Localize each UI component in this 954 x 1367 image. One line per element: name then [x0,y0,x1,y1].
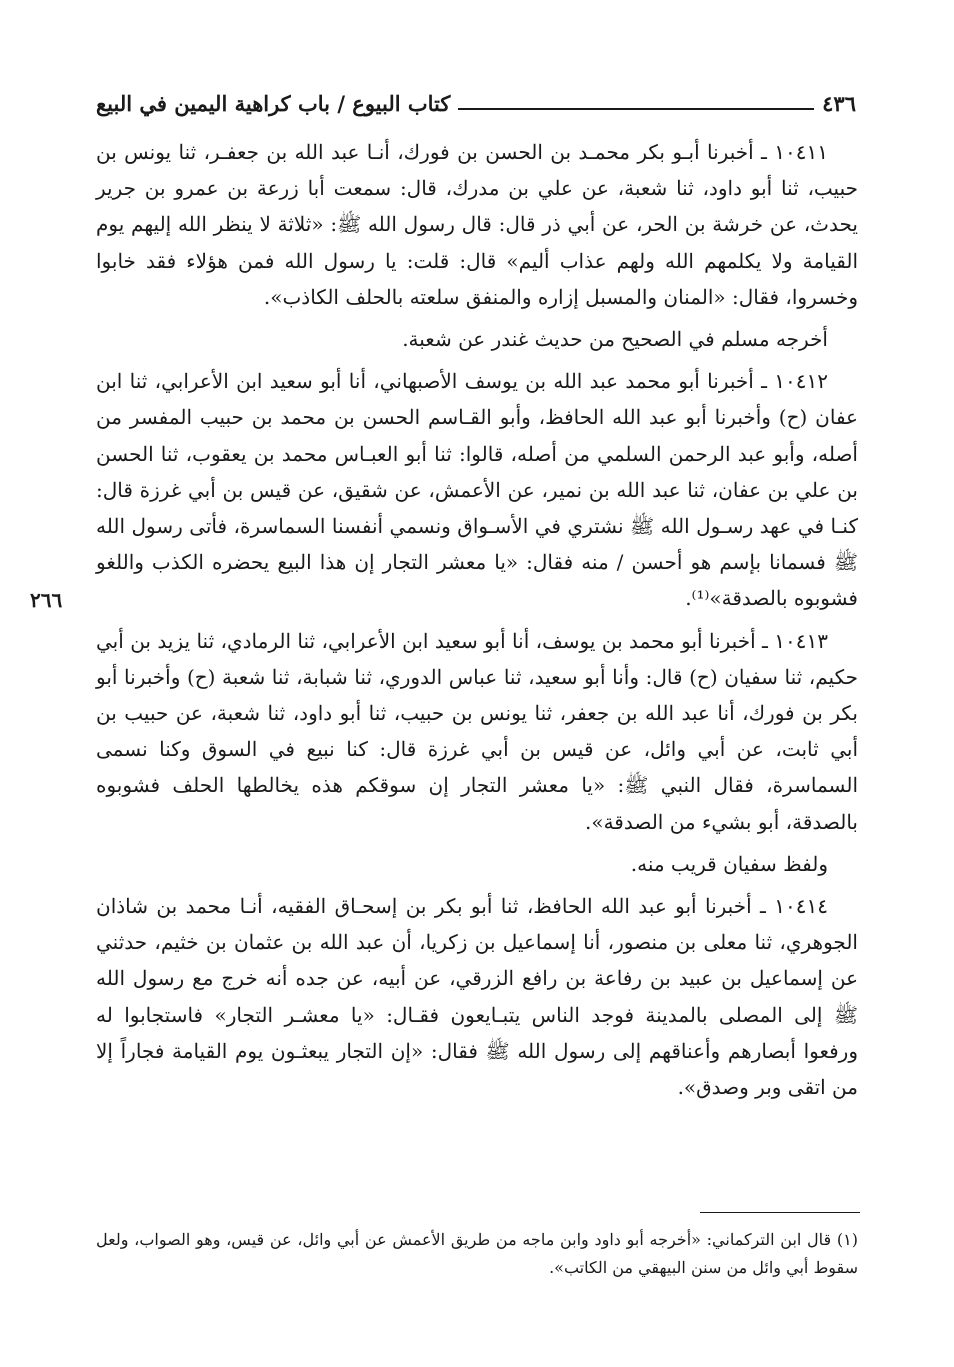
header-title: كتاب البيوع / باب كراهية اليمين في البيع [96,91,451,116]
header-rule [458,108,814,110]
footnote-divider [700,1212,860,1213]
hadith-10413: ١٠٤١٣ ـ أخبرنا أبو محمد بن يوسف، أنا أبو سعيد ابن الأعرابي، ثنا الرمادي، ثنا يزيد بن أبي حكيم، ثنا سفيان (ح) قال: وأنا أبو سعيد، ثنا عباس الدوري، ثنا شبابة، ثنا شعبة (ح) وأخبرنا أبو بكر بن فورك، أنا عبد الله بن جعفر، ثنا يونس بن حبيب، ثنا أبو داود، ثنا شعبة، عن حبيب بن أبي ثابت، عن أبي وائل، عن قيس بن أبي غرزة قال: كنا نبيع في السوق وكنا نسمى السماسرة، فقال النبي ﷺ: «يا معشر التجار إن سوقكم هذه يخالطها الحلف فشوبوه بالصدقة، أبو بشيء من الصدقة». [96,628,859,834]
running-header [96,76,856,116]
hadith-10412: ١٠٤١٢ ـ أخبرنا أبو محمد عبد الله بن يوسف الأصبهاني، أنا أبو سعيد ابن الأعرابي، ثنا ابن عفان (ح) وأخبرنا أبو عبد الله الحافظ، وأبو القـاسم الحسن بن محمد بن حبيب المفسر من أصله، وأبو عبد الرحمن السلمي من أصله، قالوا: ثنا أبو العبـاس محمد بن يعقوب، ثنا الحسن بن علي بن عفان، ثنا عبد الله بن نمير، عن الأعمش، عن شقيق، عن قيس بن أبي غرزة قال: كنـا في عهد رسـول الله ﷺ نشتري في الأسـواق ونسمي أنفسنا السماسرة، فأتى رسول الله ﷺ فسمانا بإسم هو أحسن / منه فقال: «يا معشر التجار إن هذا البيع يحضره الكذب واللغو فشوبوه بالصدقة»⁽¹⁾. [96,369,858,611]
footnotes [96,1226,858,1282]
takhrij-note: أخرجه مسلم في الصحيح من حديث غندر عن شعبة. [402,327,828,352]
margin-page-reference: ٢٦٦ [30,588,63,612]
hadith-10411: ١٠٤١١ ـ أخبرنا أبـو بكر محمـد بن الحسن بن فورك، أنـا عبد الله بن جعفـر، ثنا يونس بن حبيب، ثنا أبو داود، ثنا شعبة، عن علي بن مدرك، قال: سمعت أبا زرعة بن عمرو بن جرير يحدث، عن خرشة بن الحر، عن أبي ذر قال: قال رسول الله ﷺ: «ثلاثة لا ينظر الله إليهم يوم القيامة ولا يكلمهم الله ولهم عذاب أليم» قال: قلت: يا رسول الله فمن هؤلاء فقد خابوا وخسروا، فقال: «المنان والمسبل إزاره والمنفق سلعته بالحلف الكاذب». [96,140,858,309]
hadith-10414: ١٠٤١٤ ـ أخبرنا أبو عبد الله الحافظ، ثنا أبو بكر بن إسحـاق الفقيه، أنـا محمد بن شاذان الجوهري، ثنا معلى بن منصور، أنا إسماعيل بن زكريا، أن عبد الله بن عثمان بن خثيم، حدثني عن إسماعيل بن عبيد بن رفاعة بن رافع الزرقي، عن أبيه، عن جده أنه خرج مع رسول الله ﷺ إلى المصلى بالمدينة فوجد الناس يتبـايعون فقـال: «يا معشـر التجار» فاستجابوا له ورفعوا أبصارهم وأعناقهم إلى رسول الله ﷺ فقال: «إن التجار يبعثـون يوم القيامة فجاراً إلا من اتقى وبر وصدق». [96,894,858,1100]
footnote-1: (١) قال ابن التركماني: «أخرجه أبو داود وابن ماجه من طريق الأعمش عن أبي وائل، عن قيس، وهو الصواب، ولعل سقوط أبي وائل من سنن البيهقي من الكاتب». [96,1230,858,1277]
main-text [96,134,858,1111]
wording-note: ولفظ سفيان قريب منه. [630,851,828,876]
page-number: ٤٣٦ [822,91,856,116]
